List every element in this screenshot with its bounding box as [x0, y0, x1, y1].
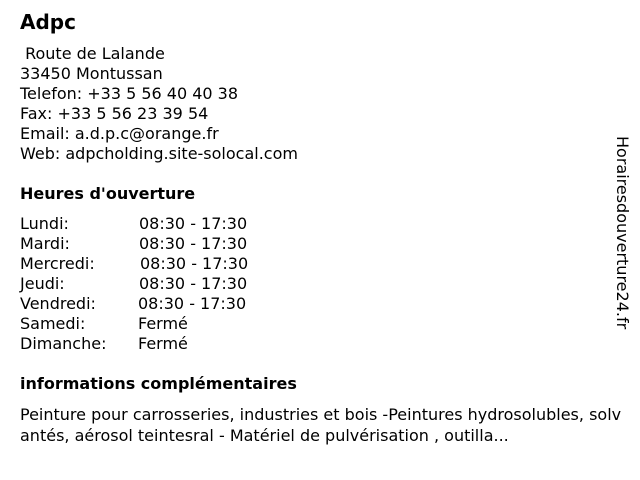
- hours-row-saturday: [20, 314, 280, 334]
- time-value: 08:30 - 17:30: [140, 254, 249, 273]
- time-value: 08:30 - 17:30: [139, 274, 248, 293]
- time-value: Fermé: [138, 314, 188, 333]
- web-line: Web: adpcholding.site-solocal.com: [20, 144, 298, 163]
- side-brand-watermark: Horairesdouverture24.fr: [613, 136, 632, 330]
- day-label: Samedi:: [20, 314, 86, 333]
- business-name: Adpc: [20, 10, 76, 34]
- hours-row-thursday: [20, 274, 280, 294]
- info-description: Peinture pour carrosseries, industries et bois -Peintures hydrosolubles, solvantés, aérosol teintesral - Matériel de pulvérisation , outilla...: [20, 405, 622, 445]
- hours-row-tuesday: [20, 234, 280, 254]
- street-address: Route de Lalande: [20, 44, 165, 63]
- hours-row-sunday: [20, 334, 280, 354]
- contact-block: [20, 44, 298, 164]
- fax-line: Fax: +33 5 56 23 39 54: [20, 104, 209, 123]
- phone-line: Telefon: +33 5 56 40 40 38: [20, 84, 239, 103]
- day-label: Mercredi:: [20, 254, 95, 273]
- day-label: Vendredi:: [20, 294, 96, 313]
- hours-row-friday: [20, 294, 280, 314]
- time-value: 08:30 - 17:30: [139, 234, 248, 253]
- day-label: Dimanche:: [20, 334, 107, 353]
- day-label: Mardi:: [20, 234, 70, 253]
- info-heading: informations complémentaires: [20, 374, 297, 393]
- time-value: Fermé: [138, 334, 188, 353]
- hours-row-monday: [20, 214, 280, 234]
- city-postcode: 33450 Montussan: [20, 64, 163, 83]
- email-line: Email: a.d.p.c@orange.fr: [20, 124, 219, 143]
- opening-hours-list: [20, 214, 280, 354]
- time-value: 08:30 - 17:30: [139, 214, 248, 233]
- day-label: Jeudi:: [20, 274, 65, 293]
- day-label: Lundi:: [20, 214, 69, 233]
- hours-row-wednesday: [20, 254, 280, 274]
- time-value: 08:30 - 17:30: [138, 294, 247, 313]
- hours-heading: Heures d'ouverture: [20, 184, 196, 203]
